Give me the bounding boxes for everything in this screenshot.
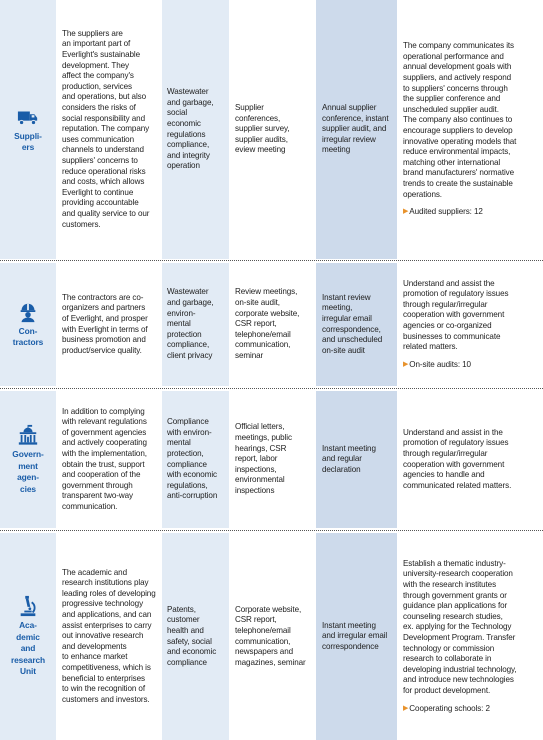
channels-text: Official letters, meetings, public hearings, CSR report, labor inspections, environmental inspections — [230, 391, 315, 528]
importance-text: The contractors are co- organizers and partners of Everlight, and prosper with Everlight in terms of business promotion and product/service quality. — [57, 263, 161, 386]
table-row-government — [0, 391, 543, 528]
stakeholder-cell — [0, 533, 56, 740]
kpi-text: On-site audits: 10 — [409, 359, 471, 369]
stakeholder-label: Aca- demic and research Unit — [10, 620, 46, 677]
importance-text: The suppliers are an important part of Everlight's sustainable development. They affect the company's production, services and operations, but also considers the risks of social responsibility and reputation. The company uses communication channels to understand suppliers' concerns to reduce operational risks and costs, which allows Everlight to continue providing accountable and quality service to our customers. — [57, 0, 161, 259]
row-divider — [0, 388, 543, 389]
stakeholder-cell — [0, 0, 56, 259]
table-row-suppliers — [0, 0, 543, 259]
stakeholder-label: Suppli- ers — [14, 130, 42, 152]
importance-text: The academic and research institutions play leading roles of developing progressive technology and applications, and can assist enterprises to carry out innovative research and developments to enhance market competitiveness, which is beneficial to enterprises to win the recognition of customers and investors. — [57, 533, 161, 740]
concerns-text: Wastewater and garbage, social economic regulations compliance, and integrity operation — [162, 0, 229, 259]
kpi-line — [403, 360, 539, 371]
response-cell — [398, 263, 543, 386]
response-cell — [398, 0, 543, 259]
response-text: Understand and assist in the promotion of regulatory issues through regular/irregular cooperation with government agencies to handle and communicated related matters. — [403, 427, 512, 490]
kpi-text: Cooperating schools: 2 — [409, 703, 490, 713]
response-text: Understand and assist the promotion of regulatory issues through regular/irregular cooperation with government agencies or co-organized businesses to communicate related matters. — [403, 278, 509, 352]
government-building-icon — [17, 424, 39, 446]
channels-text: Corporate website, CSR report, telephone/email communication, newspapers and magazines, seminar — [230, 533, 315, 740]
concerns-text: Wastewater and garbage, environ- mental protection compliance, client privacy — [162, 263, 229, 386]
concerns-text: Compliance with environ- mental protection, compliance with economic regulations, anti-corruption — [162, 391, 229, 528]
kpi-line — [403, 207, 539, 218]
table-row-contractors — [0, 263, 543, 386]
stakeholder-label: Con- tractors — [12, 325, 44, 347]
frequency-text: Instant meeting and regular declaration — [316, 391, 397, 528]
stakeholder-cell — [0, 391, 56, 528]
row-divider — [0, 260, 543, 261]
channels-text: Supplier conferences, supplier survey, supplier audits, eview meeting — [230, 0, 315, 259]
frequency-text: Instant meeting and irregular email correspondence — [316, 533, 397, 740]
kpi-text: Audited suppliers: 12 — [409, 207, 483, 217]
microscope-icon — [17, 595, 39, 617]
frequency-text: Annual supplier conference, instant supplier audit, and irregular review meeting — [316, 0, 397, 259]
channels-text: Review meetings, on-site audit, corporate website, CSR report, telephone/email communication, seminar — [230, 263, 315, 386]
importance-text: In addition to complying with relevant regulations of government agencies and actively cooperating with the implementation, obtain the trust, support and cooperation of the government through transparent two-way communication. — [57, 391, 161, 528]
arrow-right-icon: ▶ — [403, 208, 409, 216]
arrow-right-icon: ▶ — [403, 704, 409, 712]
response-text: Establish a thematic industry- university-research cooperation with the research institutes through government grants or guidance plan applications for counseling research studies, ex. applying for the Technology Development Program. Transfer technology or commission research to collaborate in developing industrial technology, and introduce new technologies for product development. — [403, 558, 517, 695]
row-divider — [0, 530, 543, 531]
concerns-text: Patents, customer health and safety, social and economic compliance — [162, 533, 229, 740]
table-row-academic — [0, 533, 543, 740]
frequency-text: Instant review meeting, irregular email correspondence, and unscheduled on-site audit — [316, 263, 397, 386]
stakeholder-cell — [0, 263, 56, 386]
response-cell — [398, 391, 543, 528]
stakeholder-label: Govern- ment agen- cies — [12, 449, 44, 494]
response-cell — [398, 533, 543, 740]
truck-icon — [17, 106, 39, 128]
hard-hat-worker-icon — [17, 301, 39, 323]
arrow-right-icon: ▶ — [403, 360, 409, 368]
response-text: The company communicates its operational performance and annual development goals with suppliers, and actively respond to suppliers' concerns through the supplier conference and unscheduled supplier audit. The company also continues to encourage suppliers to develop innovative operating models that reduce environmental impacts, matching other international brand manufacturers' normative trends to create the sustainable operations. — [403, 41, 517, 199]
kpi-line — [403, 704, 539, 715]
